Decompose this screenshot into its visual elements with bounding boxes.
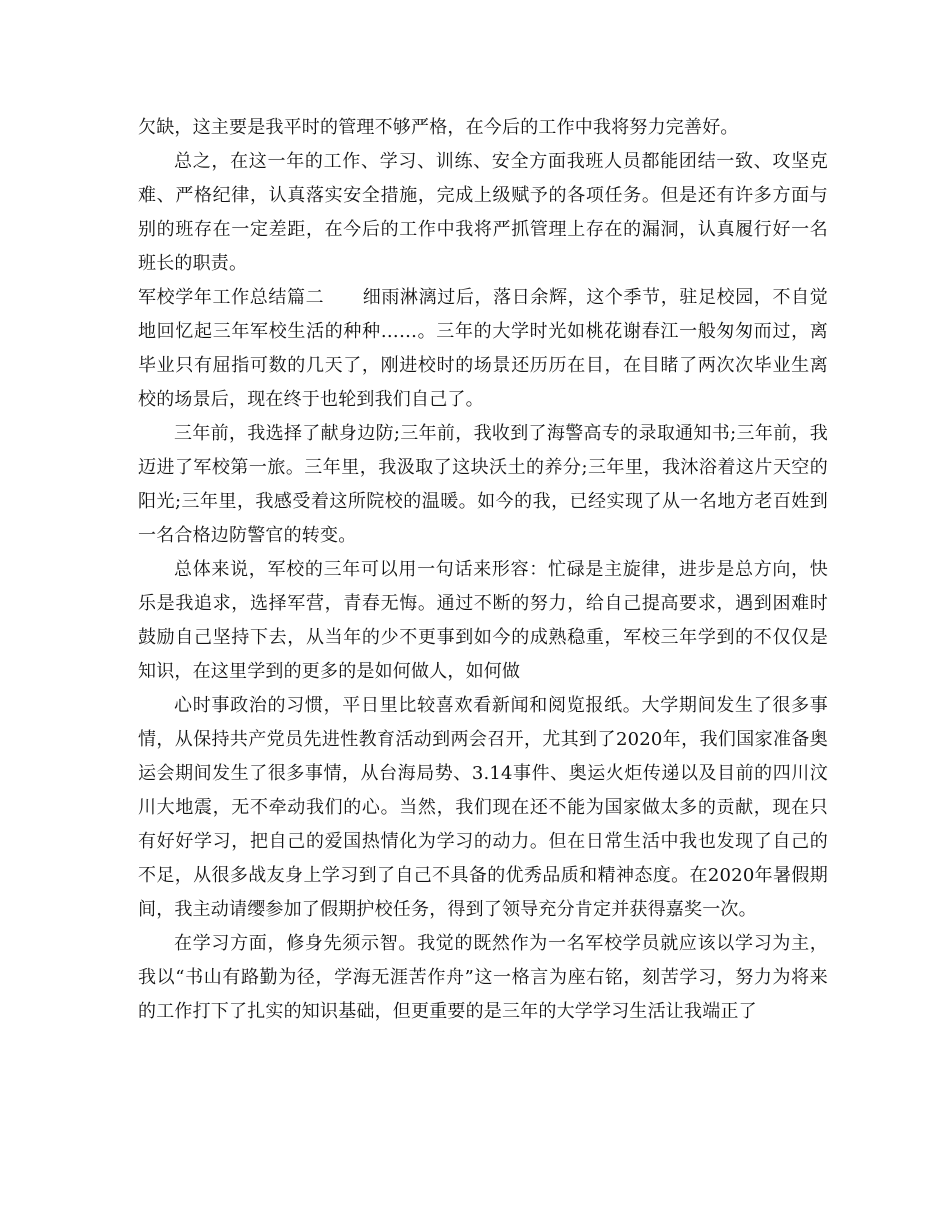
paragraph-1: 欠缺，这主要是我平时的管理不够严格，在今后的工作中我将努力完善好。 [138, 117, 739, 138]
section-paragraph [138, 281, 828, 417]
section-title: 军校学年工作总结篇二 [138, 287, 325, 308]
paragraph-4: 三年前，我选择了献身边防;三年前，我收到了海警高专的录取通知书;三年前，我迈进了军校第一旅。三年里，我汲取了这块沃土的养分;三年里，我沐浴着这片天空的阳光;三年里，我感受着这所院校的温暖。如今的我，已经实现了从一名地方老百姓到一名合格边防警官的转变。 [138, 423, 828, 546]
paragraph-6: 心时事政治的习惯，平日里比较喜欢看新闻和阅览报纸。大学期间发生了很多事情，从保持共产党员先进性教育活动到两会召开，尤其到了2020年，我们国家准备奥运会期间发生了很多事情，从台海局势、3.14事件、奥运火炬传递以及目前的四川汶川大地震，无不牵动我们的心。当然，我们现在还不能为国家做太多的贡献，现在只有好好学习，把自己的爱国热情化为学习的动力。但在日常生活中我也发现了自己的不足，从很多战友身上学习到了自己不具备的优秀品质和精神态度。在2020年暑假期间，我主动请缨参加了假期护校任务，得到了领导充分肯定并获得嘉奖一次。 [138, 695, 828, 920]
paragraph-3: 细雨淋漓过后，落日余辉，这个季节，驻足校园，不自觉地回忆起三年军校生活的种种……。三年的大学时光如桃花谢春江一般匆匆而过，离毕业只有屈指可数的几天了，刚进校时的场景还历历在目，在目睹了两次次毕业生离校的场景后，现在终于也轮到我们自己了。 [138, 287, 829, 410]
document-content [138, 111, 828, 1029]
paragraph-2: 总之，在这一年的工作、学习、训练、安全方面我班人员都能团结一致、攻坚克难、严格纪律，认真落实安全措施，完成上级赋予的各项任务。但是还有许多方面与别的班存在一定差距，在今后的工作中我将严抓管理上存在的漏洞，认真履行好一名班长的职责。 [138, 151, 828, 274]
paragraph-5: 总体来说，军校的三年可以用一句话来形容：忙碌是主旋律，进步是总方向，快乐是我追求，选择军营，青春无悔。通过不断的努力，给自己提高要求，遇到困难时鼓励自己坚持下去，从当年的少不更事到如今的成熟稳重，军校三年学到的不仅仅是知识，在这里学到的更多的是如何做人，如何做 [138, 559, 828, 682]
paragraph-7: 在学习方面，修身先须示智。我觉的既然作为一名军校学员就应该以学习为主，我以“书山有路勤为径，学海无涯苦作舟”这一格言为座右铭，刻苦学习，努力为将来的工作打下了扎实的知识基础，但更重要的是三年的大学学习生活让我端正了 [138, 933, 828, 1022]
